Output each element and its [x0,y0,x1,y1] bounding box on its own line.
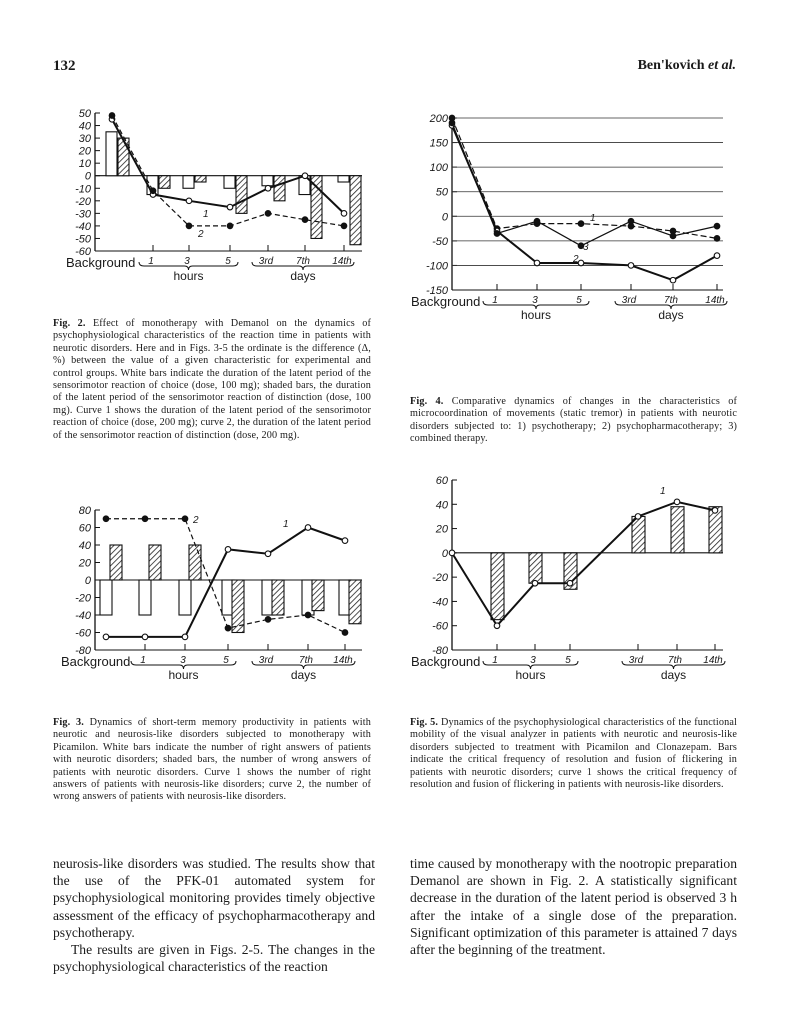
curve-1-label: 1 [283,519,289,530]
y-tick-label: -60 [432,620,448,633]
x-tick-label-days: 14th [332,256,352,267]
x-tick-label-days: 7th [664,295,678,306]
curve-1-point [265,551,271,557]
y-tick-label: -100 [425,260,448,273]
shaded-bar [159,176,170,189]
y-tick-label: 100 [429,162,448,175]
x-tick-label-hours: 5 [576,295,582,306]
figure-2-caption [53,318,371,442]
curve-1-point [302,173,308,179]
curve-1-point [182,634,188,640]
shaded-bar [671,507,684,553]
figure-3-caption [53,717,371,804]
figure-2-chart [40,105,380,290]
curve-3-point [534,218,540,224]
x-tick-label-days: 3rd [258,256,274,267]
curve-1-point [674,499,680,505]
curve-2-point [142,516,148,522]
x-tick-label-days: 7th [296,256,310,267]
x-tick-label-hours: 3 [532,295,538,306]
x-tick-label-hours: 1 [140,655,146,666]
white-bar [106,132,117,176]
white-bar [183,176,194,189]
y-tick-label: -10 [75,183,91,196]
curve-1-point [342,538,348,544]
figure-5-chart [405,470,745,690]
page-header [0,58,785,78]
curve-1-point [225,547,231,553]
curve-2-point [670,277,676,283]
y-tick-label: 20 [78,557,91,570]
y-tick-label: 40 [78,540,91,552]
shaded-bar [312,580,324,611]
curve-2-point [182,516,188,522]
curve-2-point [109,113,115,119]
curve-1-point [227,204,233,210]
body-right-column [410,855,737,958]
shaded-bar [350,176,361,245]
y-tick-label: -40 [432,596,448,609]
running-head [638,58,736,74]
y-tick-label: 0 [84,170,91,183]
y-tick-label: 200 [429,113,448,125]
x-tick-label-days: 3rd [628,655,644,666]
curve-2 [452,125,717,280]
body-left-column [53,855,375,975]
x-tick-label-hours: 1 [148,256,154,267]
figure-3-chart [40,500,380,690]
shaded-bar [149,545,161,580]
y-tick-label: -60 [75,627,91,640]
y-tick-label: -50 [432,235,448,248]
x-tick-label-hours: 5 [223,655,229,666]
x-tick-label-hours: 3 [180,655,186,666]
curve-1-point [186,198,192,204]
shaded-bar [311,176,322,239]
y-tick-label: 0 [441,547,448,560]
y-tick-label: 60 [78,522,91,535]
curve-1-point [532,580,538,586]
shaded-bar [189,545,201,580]
x-group-label-hours: hours [515,668,546,682]
x-group-label-days: days [290,668,317,682]
y-tick-label: -20 [75,592,91,605]
curve-1-point [712,508,718,514]
x-tick-label-days: 14th [705,295,725,306]
y-tick-label: 40 [78,120,91,133]
curve-2-point [103,516,109,522]
white-bar [179,580,191,615]
figure-5-caption-text: Dynamics of the psychophysiological characteristics of the functional mobility of the visual analyzer in patients with neurotic and neurosis-like disorders subjected to treatment with Picamilon and Clonazepam. Bars indicate the critical frequency of resolution and fusion of flickering in patients with neurotic disorders; curve 1 shows the critical frequency of resolution and fusion of flickering in patients with neurosis-like disorders. [410,717,737,791]
x-tick-label-days: 7th [299,655,313,666]
y-tick-label: -40 [75,220,91,233]
x-tick-label-hours: 1 [492,295,498,306]
curve-1-label: 1 [590,213,596,224]
x-tick-label-hours: 5 [225,256,231,267]
curve-1-point [449,550,455,556]
y-tick-label: 150 [429,137,448,150]
curve-2-point [628,263,634,269]
x-label-background: Background [411,294,481,309]
curve-2-point [578,260,584,266]
curve-1-label: 1 [660,486,666,497]
y-tick-label: 50 [78,108,91,120]
curve-2-point [341,223,347,229]
curve-1-point [265,185,271,191]
x-tick-label-days: 14th [703,655,723,666]
y-tick-label: -150 [425,285,448,297]
curve-1-point [567,580,573,586]
y-tick-label: -40 [75,610,91,622]
running-head-authors: Ben'kovich [637,58,705,73]
y-tick-label: -80 [432,645,448,657]
y-tick-label: 0 [441,211,448,224]
figure-2-caption-text: Effect of monotherapy with Demanol on the dynamics of psychophysiological characteristics of the reaction time in patients with neurotic disorders. Here and in Figs. 3-5 the ordinate is the difference (Δ, %) between the value of a given characteristic for experimental and control groups. White bars indicate the duration of the latent period of the sensorimotor reaction of choice (dose, 100 mg); shaded bars, the duration of the latent period of the sensorimotor reaction of distinction (dose, 100 mg). Curve 1 shows the duration of the latent period of the sensorimotor reaction of choice (dose, 200 mg); curve 2, the duration of the latent period of the sensorimotor reaction of distinction (dose, 200 mg). [53,318,371,441]
white-bar [100,580,112,615]
x-tick-label-days: 14th [333,655,353,666]
curve-2-point [186,223,192,229]
y-tick-label: 40 [435,499,448,512]
curve-2-point [265,211,271,217]
curve-2-label: 2 [198,229,204,240]
white-bar [262,176,273,186]
curve-3-point [628,218,634,224]
y-tick-label: 20 [435,523,448,536]
shaded-bar [491,553,504,620]
shaded-bar [274,176,285,201]
curve-1-point [635,514,641,520]
y-tick-label: 50 [435,186,448,199]
curve-3 [452,123,717,246]
white-bar [224,176,235,189]
curve-1-point [305,525,311,531]
y-tick-label: -20 [75,195,91,208]
figure-4-chart [405,112,745,327]
y-tick-label: 10 [78,158,91,171]
figure-3-caption-text: Dynamics of short-term memory productivity in patients with neurotic and neurosis-like disorders subjected to monotherapy with Picamilon. White bars indicate the number of right answers of patients with neurotic disorders; shaded bars, the number of wrong answers of patients with neurotic disorders. Curve 1 shows the number of right answers of patients with neurosis-like disorders; curve 2, the number of wrong answers of patients with neurosis-like disorders. [53,717,371,803]
curve-3-point [494,231,500,237]
y-tick-label: 0 [84,575,91,587]
x-group-label-days: days [290,269,316,283]
y-tick-label: 30 [78,133,91,146]
figure-2-caption-label: Fig. 2. [53,318,86,329]
page-number: 132 [53,58,76,74]
shaded-bar [632,516,645,552]
figure-4-caption-text: Comparative dynamics of changes in the characteristics of microcoordination of movements (static tremor) in patients with neurotic disorders subjected to: 1) psychotherapy; 2) psychopharmacotherapy; 3) combined therapy. [410,396,737,445]
figure-5-caption [410,717,737,791]
y-tick-label: -20 [432,572,448,585]
shaded-bar [349,580,361,624]
curve-1-point [714,236,720,242]
curve-3-point [449,120,455,126]
shaded-bar [529,553,542,583]
curve-2-point [534,260,540,266]
curve-2-point [302,217,308,223]
curve-2-point [150,188,156,194]
curve-1-point [103,634,109,640]
curve-2-point [305,612,311,618]
curve-1-point [142,634,148,640]
y-tick-label: 60 [435,475,448,487]
x-group-label-hours: hours [168,668,199,682]
curve-1-label: 1 [203,209,209,220]
shaded-bar [110,545,122,580]
shaded-bar [272,580,284,615]
x-tick-label-hours: 5 [565,655,571,666]
y-tick-label: -60 [75,246,91,258]
curve-1-point [578,221,584,227]
figure-3-caption-label: Fig. 3. [53,717,84,728]
y-tick-label: 20 [78,145,91,158]
x-label-background: Background [61,654,131,669]
curve-2-point [714,253,720,259]
body-left-paragraph-1: neurosis-like disorders was studied. The results show that the use of the PFK-01 automated system for psychophysiological monitoring provides timely objective assessment of the efficacy of psychopharmacotherapy and psychotherapy. [53,856,375,940]
x-tick-label-hours: 1 [492,655,498,666]
y-tick-label: -80 [75,645,91,657]
x-group-label-days: days [658,308,684,322]
x-group-label-hours: hours [520,308,552,322]
curve-3-point [714,223,720,229]
white-bar [338,176,349,182]
x-group-label-hours: hours [173,269,204,283]
x-tick-label-hours: 3 [184,256,190,267]
curve-2-point [227,223,233,229]
body-right-paragraph-1: time caused by monotherapy with the nootropic preparation Demanol are shown in Fig. 2. A statistically significant decrease in the duration of the latent period is observed 3 h after the intake of a single dose of the preparation. Significant optimization of this parameter is attained 7 days after the beginning of the treatment. [410,856,737,958]
y-tick-label: -50 [75,233,91,246]
curve-2-point [342,630,348,636]
curve-2-point [265,617,271,623]
curve-2-label: 2 [573,254,579,265]
figure-4-caption [410,396,737,446]
x-tick-label-days: 3rd [258,655,274,666]
curve-2-point [225,625,231,631]
shaded-bar [236,176,247,214]
x-label-background: Background [66,255,136,270]
x-label-background: Background [411,654,481,669]
figure-5-caption-label: Fig. 5. [410,717,439,728]
running-head-etal: et al. [708,58,736,73]
figure-4-caption-label: Fig. 4. [410,396,444,407]
x-group-label-days: days [660,668,687,682]
x-tick-label-hours: 3 [530,655,536,666]
curve-3-point [670,233,676,239]
y-tick-label: -30 [75,208,91,221]
x-tick-label-days: 3rd [621,295,637,306]
curve-1-point [341,211,347,217]
y-tick-label: 80 [78,505,91,517]
curve-3-label: 3 [583,242,589,253]
shaded-bar [195,176,206,182]
x-tick-label-days: 7th [668,655,682,666]
body-left-paragraph-2: The results are given in Figs. 2-5. The changes in the psychophysiological characteristics of the reaction [53,942,375,975]
curve-1 [112,119,344,213]
white-bar [139,580,151,615]
curve-1-point [494,623,500,629]
curve-2-label: 2 [193,515,199,526]
